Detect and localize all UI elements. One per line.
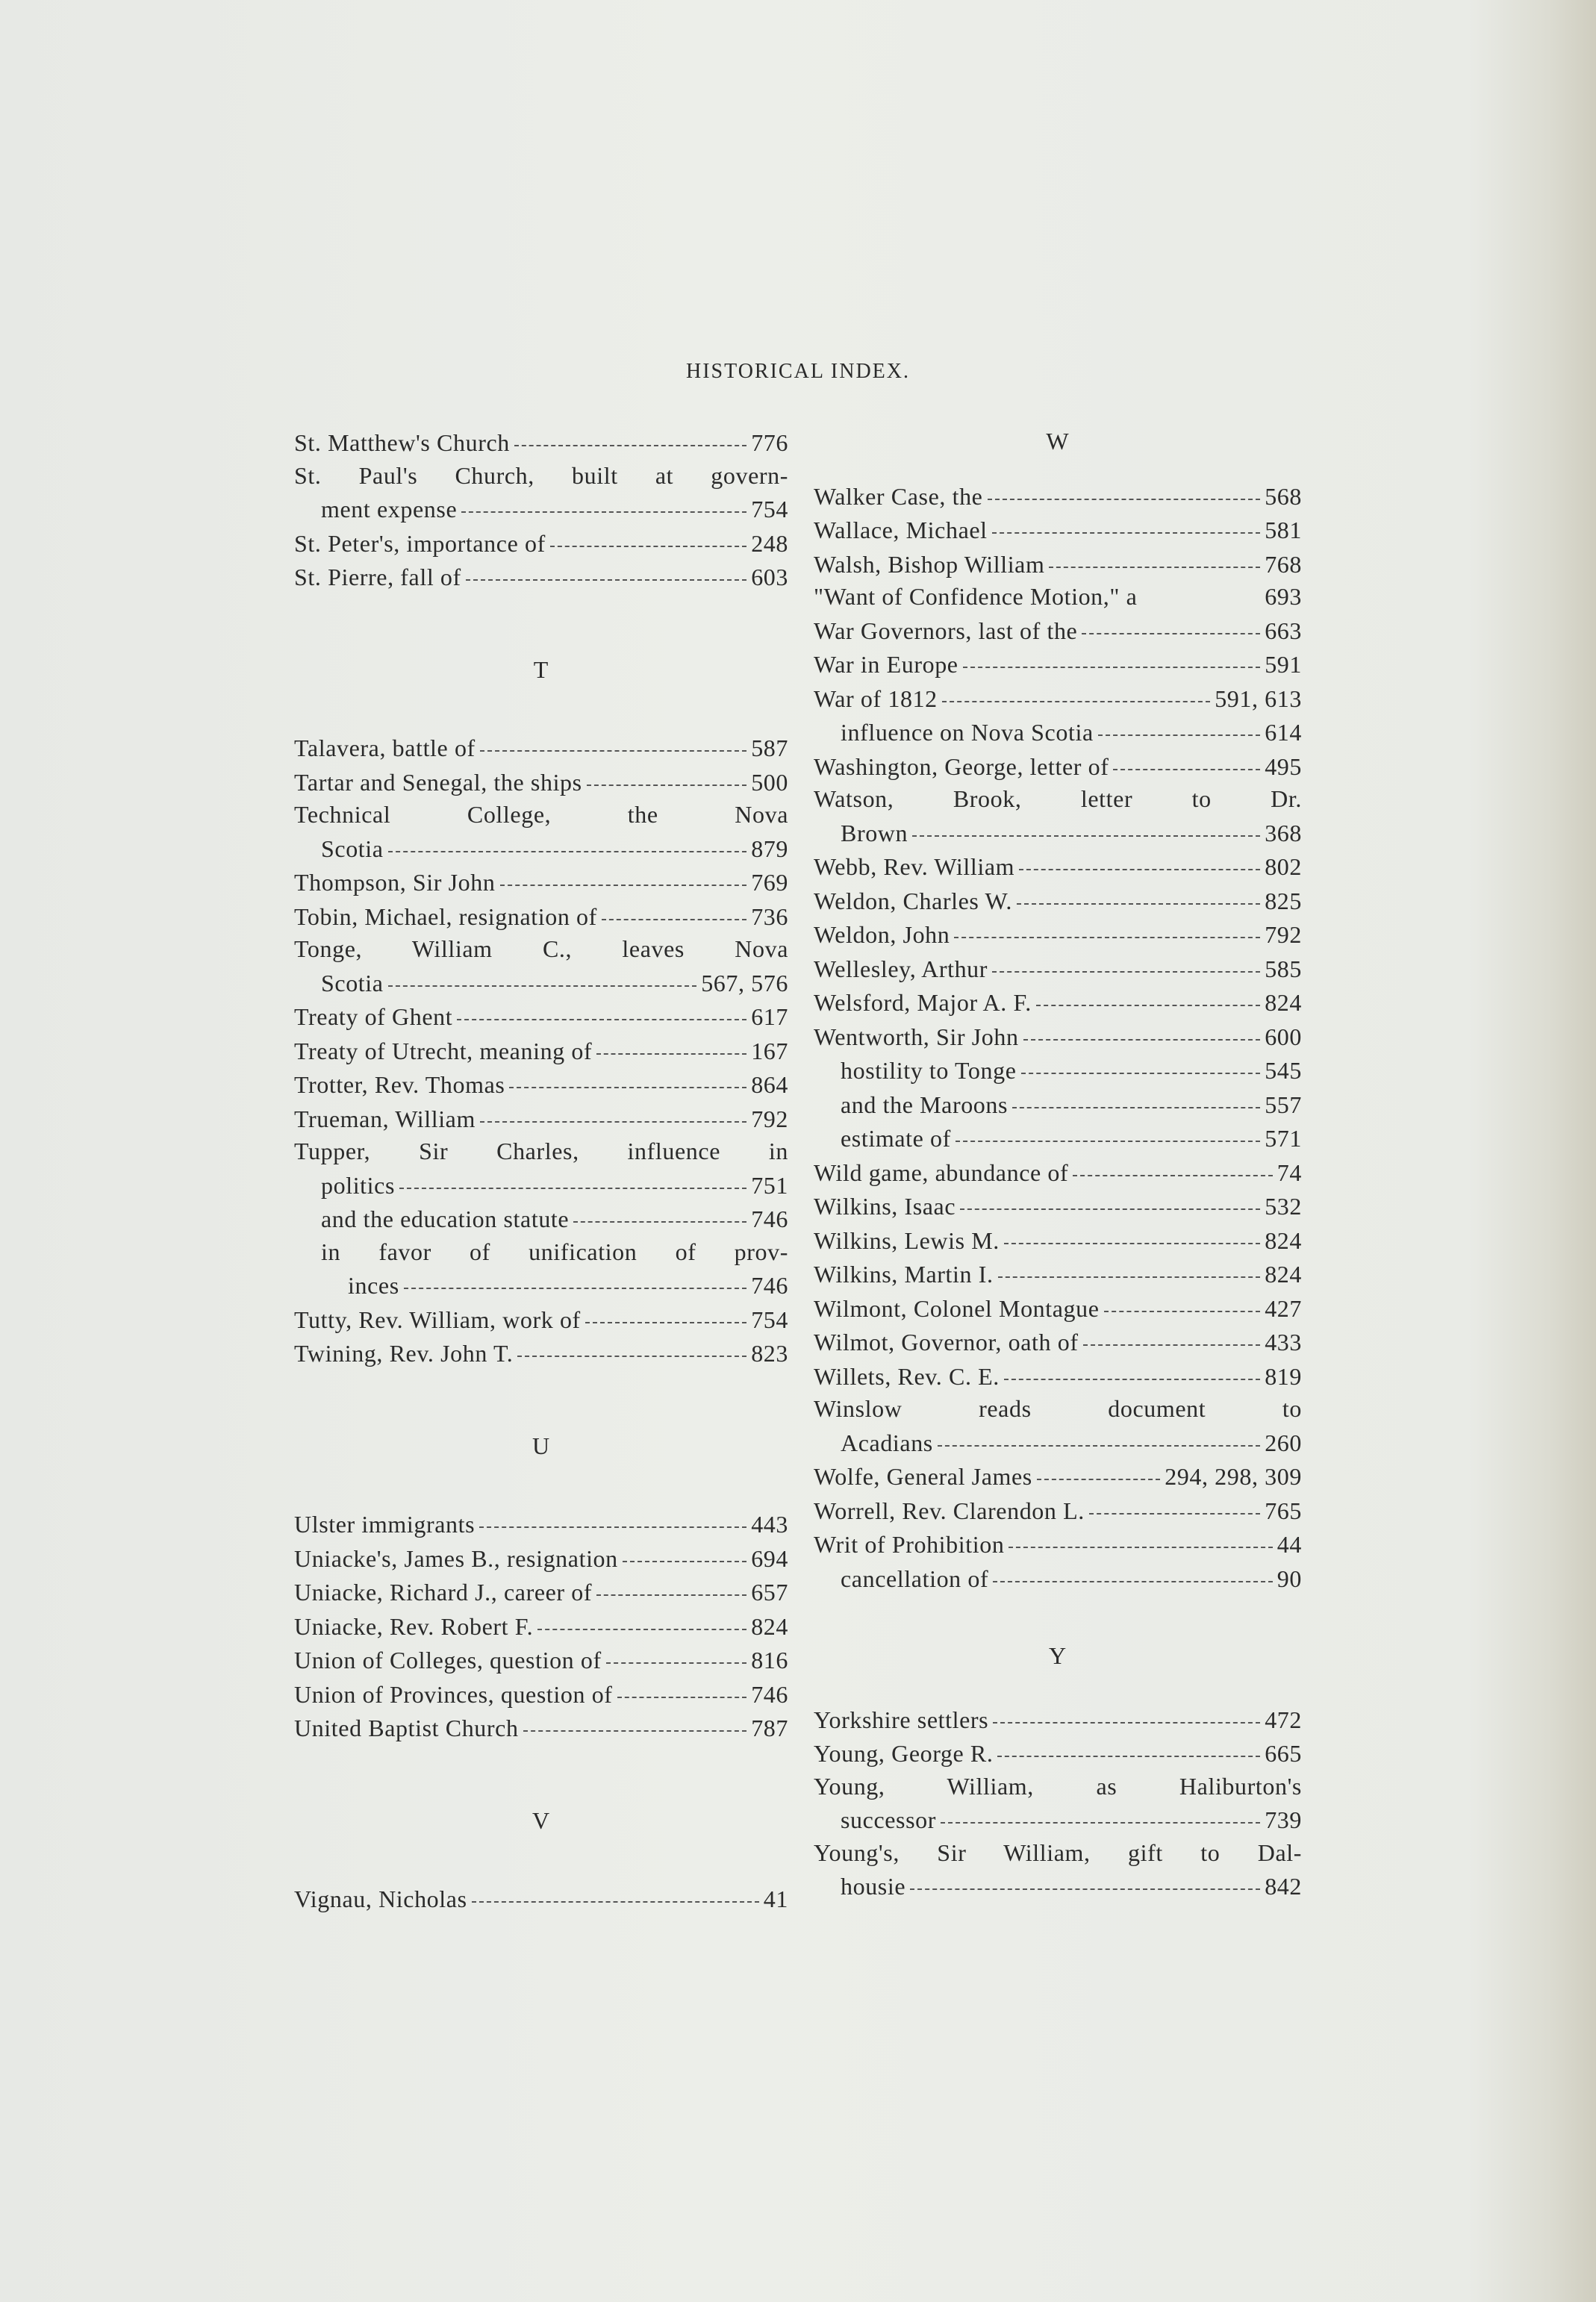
dot-leader [1036,981,1260,1006]
index-entry-text: Ulster immigrants [294,1511,476,1538]
page-number: 600 [1265,1023,1302,1050]
index-entry [294,425,788,460]
index-entry-text: Scotia [321,969,384,996]
index-entry [294,1711,788,1745]
page-number: 787 [751,1715,788,1741]
page-number: 792 [1265,921,1302,948]
dot-leader [457,995,746,1020]
index-entry [814,1359,1302,1394]
dot-leader [1141,576,1260,600]
dot-leader [963,643,1261,668]
page-number: 495 [1265,752,1302,780]
index-entry-text: Young, George R. [814,1740,994,1767]
page-number: 751 [751,1171,788,1199]
dot-leader [550,522,746,547]
page-number: 500 [751,768,788,796]
dot-leader [388,827,747,852]
dot-leader [388,961,697,987]
page-number: 754 [751,496,788,523]
letter-heading-v: V [532,1806,551,1834]
page-number: 746 [751,1680,788,1708]
index-entry-text: St. Matthew's Church [294,429,510,456]
index-entry [814,749,1302,784]
index-entry-text: Washington, George, letter of [814,752,1109,780]
dot-leader [596,1570,746,1596]
dot-leader [1104,1287,1261,1312]
page-number: 90 [1277,1565,1302,1592]
index-entry-text: Union of Provinces, question of [294,1680,613,1708]
index-entry [814,1562,1302,1596]
index-entry-text: hostility to Tonge [841,1057,1017,1084]
index-entry-text: housie [841,1873,906,1900]
index-entry [294,1135,788,1202]
dot-leader [1004,1355,1260,1380]
dot-leader [606,1638,746,1664]
page-number: 824 [1265,989,1302,1016]
dot-leader [1083,1320,1261,1346]
index-entry-text: inces [348,1272,399,1299]
dot-leader [587,761,746,786]
dot-leader [942,677,1210,702]
page-number: 864 [751,1071,788,1098]
index-entry-text: Wilkins, Lewis M. [814,1226,1000,1254]
letter-heading-t: T [533,655,549,683]
dot-leader [1037,1455,1160,1480]
page-number: 842 [1265,1873,1302,1900]
page-number: 260 [1265,1429,1302,1456]
index-entry-heading-line: Technical College, the Nova [294,801,788,828]
dot-leader [404,1264,746,1289]
dot-leader [466,555,746,581]
page-number: 754 [751,1306,788,1333]
index-entry-text: Walker Case, the [814,482,983,510]
dot-leader [480,726,746,752]
dot-leader [993,1698,1260,1724]
dot-leader [500,861,747,886]
dot-leader [1023,1015,1261,1041]
page-number: 819 [1265,1362,1302,1390]
dot-leader [573,1197,746,1223]
page-number: 824 [1265,1226,1302,1254]
dot-leader [954,913,1260,938]
page-number: 433 [1265,1329,1302,1356]
index-entry [814,1771,1302,1837]
dot-leader [1021,1049,1261,1074]
dot-leader [399,1164,746,1189]
index-entry-text: Twining, Rev. John T. [294,1340,514,1367]
dot-leader [472,1877,759,1903]
page-number: 736 [751,902,788,930]
dot-leader [992,947,1260,973]
index-entry-text: Weldon, Charles W. [814,887,1012,914]
dot-leader [912,811,1260,837]
page-number: 591, 613 [1215,684,1302,712]
page-number: 557 [1265,1091,1302,1118]
index-entry-text: Brown [841,819,908,846]
dot-leader [1049,543,1260,568]
page-number: 663 [1265,617,1302,644]
index-entry-text: ment expense [321,496,458,523]
index-entry-text: St. Peter's, importance of [294,529,546,557]
index-entry-text: Wallace, Michael [814,517,988,543]
section-t [294,731,788,1370]
index-entry-text: War Governors, last of the [814,617,1078,644]
index-entry-text: "Want of Confidence Motion," a [814,583,1138,610]
page-number: 824 [1265,1261,1302,1288]
letter-heading-y: Y [1048,1642,1067,1669]
index-entry-text: successor [841,1806,937,1833]
section-s [294,425,788,594]
dot-leader [461,487,746,513]
page-number: 879 [751,835,788,862]
page-number: 568 [1265,482,1302,510]
dot-leader [602,895,746,920]
dot-leader [623,1537,746,1562]
index-entry-text: influence on Nova Scotia [841,719,1094,746]
page-number: 617 [751,1003,788,1030]
letter-heading-u: U [532,1432,551,1459]
letter-heading-w: W [1046,428,1070,455]
index-entry [814,1837,1302,1903]
index-entry-text: Wilkins, Isaac [814,1193,956,1220]
page-number: 603 [751,564,788,590]
section-v [294,1882,788,1916]
dot-leader [910,1865,1260,1890]
index-entry-text: Treaty of Ghent [294,1003,453,1030]
page-number: 746 [751,1205,788,1232]
index-entry-text: Wild game, abundance of [814,1158,1069,1186]
dot-leader [960,1185,1260,1210]
dot-leader [509,1063,746,1088]
dot-leader [938,1421,1260,1447]
index-entry-text: and the Maroons [841,1091,1009,1118]
index-entry [294,1102,788,1136]
index-entry-heading-line: Tonge, William C., leaves Nova [294,935,788,962]
page-number: 693 [1265,583,1302,610]
index-entry [294,560,788,594]
index-entry-text: and the education statute [321,1205,570,1232]
index-entry-text: Writ of Prohibition [814,1531,1005,1558]
page-number: 765 [1265,1497,1302,1524]
index-entry-text: Talavera, battle of [294,734,476,761]
index-entry-text: Wilmont, Colonel Montague [814,1294,1100,1322]
index-entry-text: Tartar and Senegal, the ships [294,768,582,796]
index-entry-text: Wilmot, Governor, oath of [814,1329,1079,1356]
dot-leader [998,1253,1261,1278]
index-entry [294,1882,788,1916]
dot-leader [1073,1151,1273,1176]
page-number: 248 [751,529,788,557]
page-number: 294, 298, 309 [1165,1463,1302,1490]
index-entry-heading-line: Watson, Brook, letter to Dr. [814,785,1302,812]
index-entry-text: Vignau, Nicholas [294,1885,467,1912]
page-number: 768 [1265,550,1302,578]
index-entry-heading-line: Tupper, Sir Charles, influence in [294,1138,788,1164]
page-number: 776 [751,429,788,456]
index-entry-text: Uniacke, Richard J., career of [294,1579,593,1606]
page-number: 571 [1265,1125,1302,1152]
index-entry [294,765,788,799]
index-entry-text: Webb, Rev. William [814,853,1015,880]
dot-leader [1113,745,1260,770]
index-entry [814,1393,1302,1459]
dot-leader [1089,1489,1260,1515]
index-entry [294,899,788,934]
dot-leader [956,1117,1260,1142]
index-entry-text: Wolfe, General James [814,1463,1032,1490]
page-number: 824 [751,1612,788,1640]
index-entry-text: Thompson, Sir John [294,869,496,896]
index-entry [294,460,788,526]
index-entry-text: Wentworth, Sir John [814,1023,1019,1050]
index-entry-text: Wilkins, Martin I. [814,1261,994,1288]
page-number: 825 [1265,887,1302,914]
dot-leader [988,475,1261,500]
page-number: 587 [751,734,788,761]
dot-leader [1098,711,1260,736]
section-u [294,1507,788,1745]
index-entry [294,799,788,865]
index-entry-text: Wellesley, Arthur [814,955,988,982]
index-entry-text: Acadians [841,1429,933,1456]
index-entry-text: Tobin, Michael, resignation of [294,902,597,930]
page-number: 657 [751,1579,788,1606]
index-entry [294,933,788,999]
index-entry-text: Yorkshire settlers [814,1706,989,1733]
page-number: 41 [763,1885,788,1912]
page-number: 545 [1265,1057,1302,1084]
index-entry-text: United Baptist Church [294,1715,519,1741]
index-entry-text: Treaty of Utrecht, meaning of [294,1037,593,1064]
index-entry-heading-line: in favor of unification of prov- [321,1238,788,1265]
page-number: 74 [1277,1158,1302,1186]
dot-leader [479,1503,746,1528]
dot-leader [993,1557,1273,1582]
dot-leader [1009,1523,1272,1548]
dot-leader [992,508,1261,534]
dot-leader [1004,1219,1260,1244]
index-entry-text: War in Europe [814,651,958,678]
page-number: 532 [1265,1193,1302,1220]
dot-leader [1017,879,1260,905]
dot-leader [596,1029,746,1055]
page-number: 591 [1265,651,1302,678]
index-entry-text: Walsh, Bishop William [814,550,1045,578]
running-head: HISTORICAL INDEX. [686,360,910,383]
index-entry [294,1202,788,1236]
index-entry-text: cancellation of [841,1565,989,1592]
page-number: 443 [751,1511,788,1538]
page-number: 816 [751,1647,788,1674]
page-number: 802 [1265,853,1302,880]
page-number: 614 [1265,719,1302,746]
dot-leader [585,1298,746,1323]
page-number: 368 [1265,819,1302,846]
dot-leader [517,1332,746,1357]
index-entry-text: Union of Colleges, question of [294,1647,602,1674]
page-number: 665 [1265,1740,1302,1767]
index-entry-text: Uniacke, Rev. Robert F. [294,1612,534,1640]
page-number: 739 [1265,1806,1302,1833]
index-entry-text: St. Pierre, fall of [294,564,461,590]
dot-leader [617,1673,747,1698]
dot-leader [1082,609,1260,634]
dot-leader [941,1798,1260,1824]
page-number: 567, 576 [701,969,788,996]
index-entry-heading-line: Young's, Sir William, gift to Dal- [814,1838,1302,1866]
section-w [814,479,1302,1596]
dot-leader [537,1605,746,1630]
dot-leader [1019,845,1260,870]
index-entry-heading-line: Young, William, as Haliburton's [814,1772,1302,1800]
dot-leader [997,1732,1260,1757]
dot-leader [480,1097,746,1123]
left-column [294,425,788,1916]
page-number: 823 [751,1340,788,1367]
dot-leader [523,1706,747,1732]
page-number: 694 [751,1544,788,1572]
dot-leader [514,421,746,446]
index-entry-text: War of 1812 [814,684,938,712]
page-number: 167 [751,1037,788,1064]
index-entry-text: Tutty, Rev. William, work of [294,1306,581,1333]
page-number: 746 [751,1272,788,1299]
page-number: 792 [751,1105,788,1132]
index-entry-text: Trueman, William [294,1105,476,1132]
index-entry-text: Uniacke's, James B., resignation [294,1544,618,1572]
page-number: 472 [1265,1706,1302,1733]
index-entry [294,1336,788,1370]
index-entry-text: Willets, Rev. C. E. [814,1362,1000,1390]
dot-leader [1012,1083,1260,1108]
index-entry-text: Scotia [321,835,384,862]
page-number: 44 [1277,1531,1302,1558]
index-entry-heading-line: St. Paul's Church, built at govern- [294,461,788,489]
index-entry [294,1236,788,1303]
index-entry-heading-line: Winslow reads document to [814,1395,1302,1422]
right-column [814,425,1302,1903]
index-entry-text: Worrell, Rev. Clarendon L. [814,1497,1085,1524]
index-entry-text: politics [321,1171,396,1199]
index-entry-text: estimate of [841,1125,951,1152]
index-entry [814,1736,1302,1771]
page-number: 585 [1265,955,1302,982]
page-number: 581 [1265,517,1302,543]
page-number: 769 [751,869,788,896]
index-entry-text: Welsford, Major A. F. [814,989,1032,1016]
index-entry-text: Weldon, John [814,921,950,948]
page-number: 427 [1265,1294,1302,1322]
section-y [814,1703,1302,1903]
index-entry-text: Trotter, Rev. Thomas [294,1071,505,1098]
index-entry [814,783,1302,849]
